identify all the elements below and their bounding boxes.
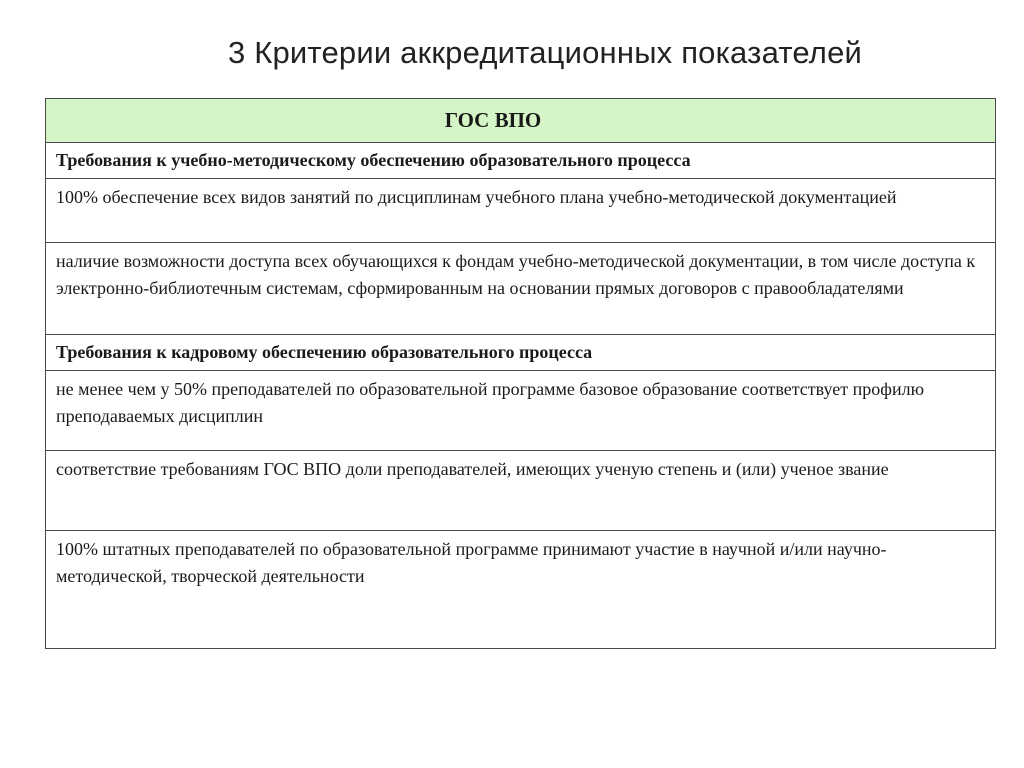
slide-title: 3 Критерии аккредитационных показателей (227, 35, 863, 70)
table-row (46, 451, 996, 531)
criterion-text: наличие возможности доступа всех обучающихся к фондам учебно-методической документации, в том числе доступа к электронно-библиотечным системам, сформированным на основании прямых договоров с правообладателями (46, 243, 996, 335)
criterion-text: соответствие требованиям ГОС ВПО доли преподавателей, имеющих ученую степень и (или) ученое звание (46, 451, 996, 531)
table-row (46, 531, 996, 649)
table-row (46, 179, 996, 243)
criterion-text: 100% обеспечение всех видов занятий по дисциплинам учебного плана учебно-методической документацией (46, 179, 996, 243)
table-header-cell (46, 99, 996, 143)
section-row (46, 335, 996, 371)
table-header-row (46, 99, 996, 143)
criterion-text: не менее чем у 50% преподавателей по образовательной программе базовое образование соответствует профилю преподаваемых дисциплин (46, 371, 996, 451)
section-title-staffing: Требования к кадровому обеспечению образовательного процесса (46, 335, 996, 371)
criterion-text: 100% штатных преподавателей по образовательной программе принимают участие в научной и/или научно-методической, творческой деятельности (46, 531, 996, 649)
table-header-text: ГОС ВПО (444, 108, 542, 132)
table-row (46, 371, 996, 451)
table-row (46, 243, 996, 335)
section-title-methodical: Требования к учебно-методическому обеспечению образовательного процесса (46, 143, 996, 179)
criteria-table (45, 98, 996, 649)
section-row (46, 143, 996, 179)
